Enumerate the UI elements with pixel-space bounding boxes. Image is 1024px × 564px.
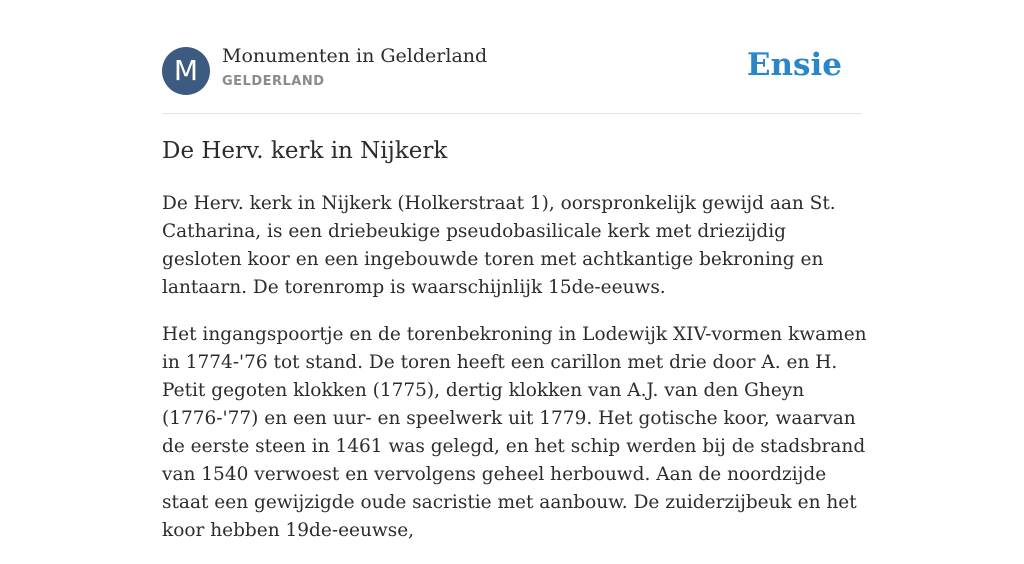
site-title[interactable]: Monumenten in Gelderland [222,45,488,67]
brand-logo[interactable]: Ensie [746,47,842,83]
article-paragraph: Het ingangspoortje en de torenbekroning in Lodewijk XIV-vormen kwamen in 1774-'76 tot stand. De toren heeft een carillon met drie door A. en H. Petit gegoten klokken (1775), dertig klokken van A.J. van den Gheyn (1776-'77) en een uur- en speelwerk uit 1779. Het gotische koor, waarvan de eerste steen in 1461 was gelegd, en het schip werden bij de stadsbrand van 1540 verwoest en vervolgens geheel herbouwd. Aan de noordzijde staat een gewijzigde oude sacristie met aanbouw. De zuiderzijbeuk en het koor hebben 19de-eeuwse, [162,324,867,541]
site-subtitle[interactable]: GELDERLAND [222,74,325,89]
article-body [162,190,867,564]
article-paragraph: De Herv. kerk in Nijkerk (Holkerstraat 1), oorspronkelijk gewijd aan St. Catharina, is een driebeukige pseudobasilicale kerk met driezijdig gesloten koor en een ingebouwde toren met achtkantige bekroning en lantaarn. De torenromp is waarschijnlijk 15de-eeuws. [162,193,836,298]
site-header [162,0,862,114]
page-container [162,0,867,541]
avatar[interactable]: M [162,47,210,95]
article-title: De Herv. kerk in Nijkerk [162,138,448,164]
